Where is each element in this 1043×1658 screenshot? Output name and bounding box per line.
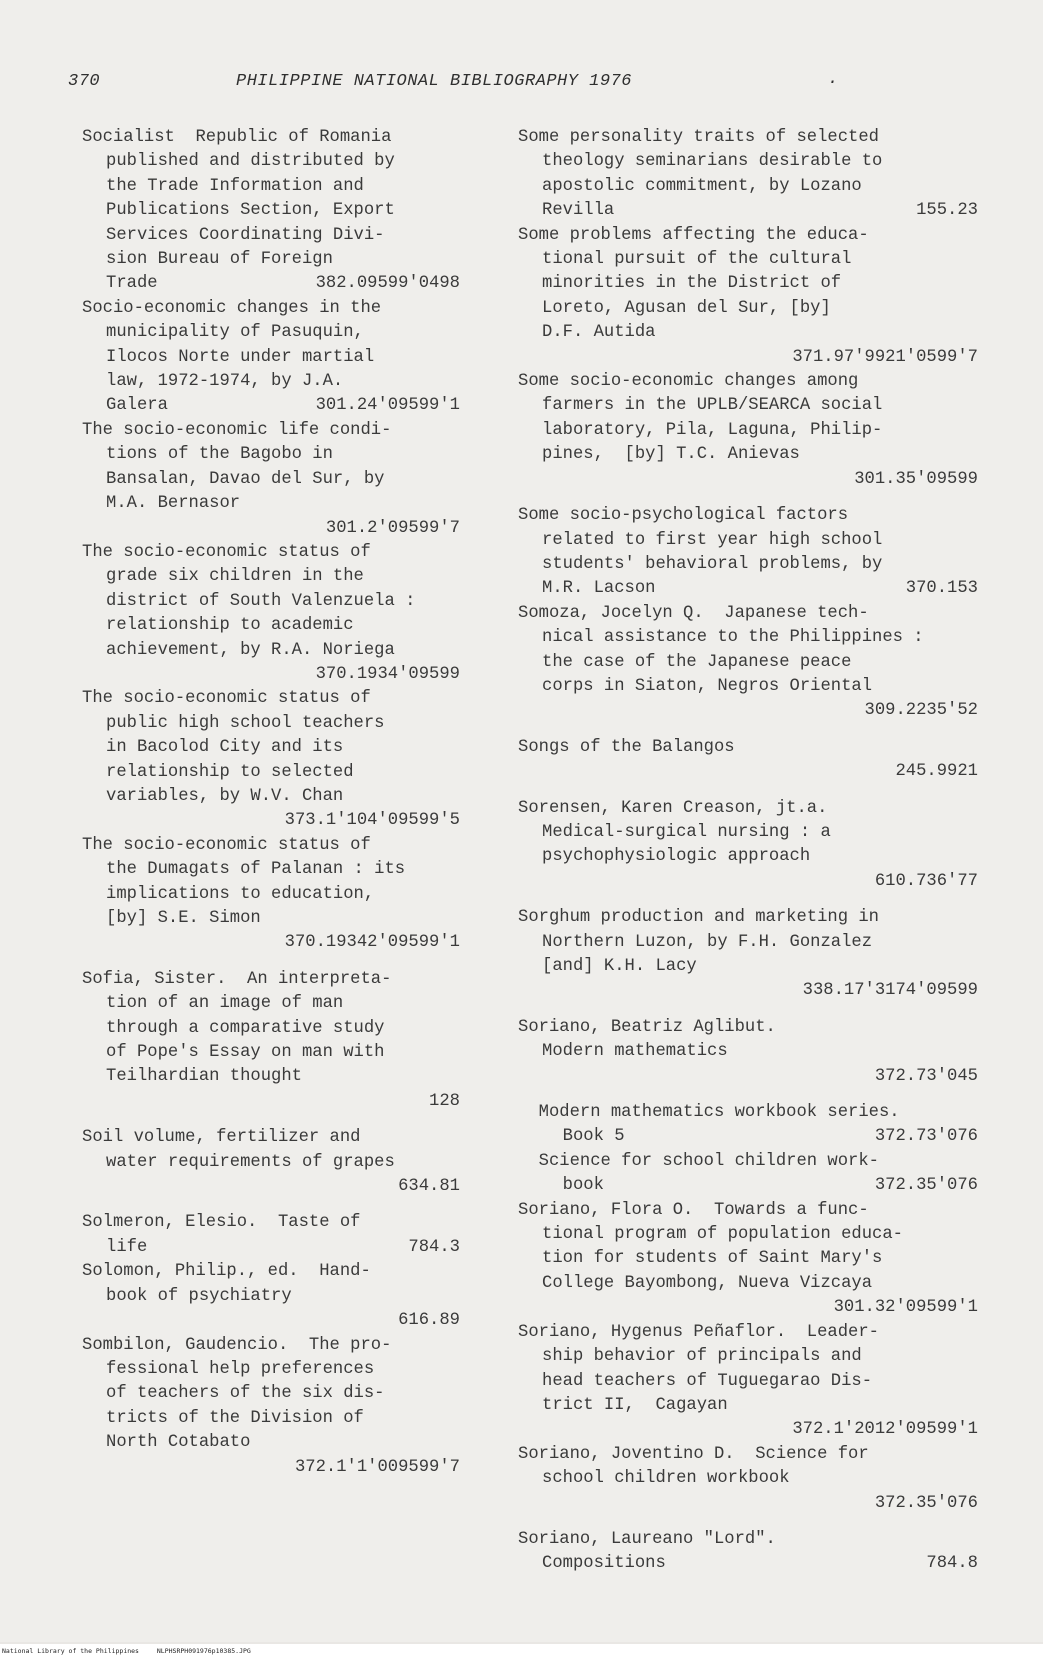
entry-line: implications to education, bbox=[106, 884, 375, 904]
bibliography-entry bbox=[82, 1334, 460, 1480]
bibliography-entry bbox=[82, 1260, 460, 1333]
entry-line: Northern Luzon, by F.H. Gonzalez bbox=[542, 932, 873, 952]
entry-line: district of South Valenzuela : bbox=[106, 591, 416, 611]
classification-number: 372.1'2012'09599'1 bbox=[792, 1420, 978, 1440]
entry-line: Some socio-psychological factors bbox=[518, 506, 849, 526]
footer-library: National Library of the Philippines bbox=[2, 1647, 139, 1655]
entry-line: M.R. Lacson bbox=[542, 579, 656, 599]
entry-line: Soil volume, fertilizer and bbox=[82, 1128, 361, 1148]
entry-line: sion Bureau of Foreign bbox=[106, 250, 333, 270]
entry-closing-line bbox=[82, 1175, 460, 1199]
entry-line: Modern mathematics bbox=[542, 1042, 728, 1062]
classification-number: 382.09599'0498 bbox=[315, 274, 460, 294]
entry-line: psychophysiologic approach bbox=[542, 847, 811, 867]
footer-file: NLPHSRPH091976p10385.JPG bbox=[156, 1647, 251, 1655]
bibliography-entry bbox=[518, 370, 978, 492]
entry-line bbox=[518, 468, 542, 492]
entry-line: Solmeron, Elesio. Taste of bbox=[82, 1213, 361, 1233]
scan-footer bbox=[0, 1644, 1043, 1658]
bibliography-entry bbox=[82, 126, 460, 297]
classification-number: 371.97'9921'0599'7 bbox=[792, 347, 978, 367]
entry-line bbox=[82, 809, 106, 833]
entry-line: Medical-surgical nursing : a bbox=[542, 822, 831, 842]
entry-line: D.F. Autida bbox=[542, 323, 656, 343]
entry-closing-line bbox=[82, 1456, 460, 1480]
entry-line: in Bacolod City and its bbox=[106, 738, 344, 758]
entry-line bbox=[518, 1065, 542, 1089]
entry-line: ship behavior of principals and bbox=[542, 1347, 862, 1367]
entry-line: Socio-economic changes in the bbox=[82, 298, 382, 318]
entry-line: minorities in the District of bbox=[542, 274, 842, 294]
entry-line: tion of an image of man bbox=[106, 994, 344, 1014]
entry-closing-line bbox=[82, 394, 460, 418]
classification-number: 373.1'104'09599'5 bbox=[284, 811, 460, 831]
entry-closing-line bbox=[518, 979, 978, 1003]
bibliography-entry bbox=[82, 541, 460, 687]
entry-line: Sofia, Sister. An interpreta- bbox=[82, 969, 392, 989]
entry-line: Sorghum production and marketing in bbox=[518, 908, 879, 928]
bibliography-entry bbox=[518, 1443, 978, 1516]
page-number: 370 bbox=[68, 72, 101, 91]
entry-closing-line bbox=[518, 468, 978, 492]
entry-closing-line bbox=[82, 517, 460, 541]
entry-line: water requirements of grapes bbox=[106, 1152, 395, 1172]
entry-closing-line bbox=[518, 1492, 978, 1516]
header-mark: . bbox=[828, 70, 839, 89]
entry-line: Trade bbox=[106, 274, 158, 294]
entry-line: The socio-economic status of bbox=[82, 542, 371, 562]
entry-closing-line bbox=[82, 663, 460, 687]
entry-line: tion for students of Saint Mary's bbox=[542, 1249, 883, 1269]
entry-line: North Cotabato bbox=[106, 1433, 251, 1453]
entry-line: Songs of the Balangos bbox=[518, 737, 735, 757]
entry-line: students' behavioral problems, by bbox=[542, 554, 883, 574]
bibliography-entry bbox=[518, 504, 978, 602]
entry-line: Services Coordinating Divi- bbox=[106, 225, 385, 245]
bibliography-entry bbox=[82, 1211, 460, 1260]
bibliography-entry bbox=[518, 1150, 978, 1199]
classification-number: 372.73'045 bbox=[874, 1066, 978, 1086]
entry-gap bbox=[82, 956, 460, 968]
right-column bbox=[518, 126, 978, 1577]
entry-closing-line bbox=[82, 931, 460, 955]
entry-line bbox=[518, 979, 542, 1003]
entry-line: relationship to selected bbox=[106, 762, 354, 782]
entry-line: relationship to academic bbox=[106, 616, 354, 636]
entry-line: book bbox=[542, 1176, 604, 1196]
entry-line bbox=[518, 1418, 542, 1442]
entry-line: public high school teachers bbox=[106, 713, 385, 733]
entry-line: Galera bbox=[106, 396, 168, 416]
bibliography-entry bbox=[518, 797, 978, 895]
classification-number: 616.89 bbox=[398, 1311, 460, 1331]
entry-line: achievement, by R.A. Noriega bbox=[106, 640, 395, 660]
entry-line bbox=[82, 1309, 106, 1333]
page-title: PHILIPPINE NATIONAL BIBLIOGRAPHY 1976 bbox=[236, 72, 632, 91]
classification-number: 610.736'77 bbox=[874, 871, 978, 891]
entry-line: tional pursuit of the cultural bbox=[542, 250, 852, 270]
entry-line: laboratory, Pila, Laguna, Philip- bbox=[542, 420, 883, 440]
classification-number: 128 bbox=[429, 1091, 460, 1111]
classification-number: 370.1934'09599 bbox=[315, 664, 460, 684]
classification-number: 301.32'09599'1 bbox=[833, 1298, 978, 1318]
entry-line: published and distributed by bbox=[106, 152, 395, 172]
bibliography-entry bbox=[82, 687, 460, 833]
entry-line: Socialist Republic of Romania bbox=[82, 128, 392, 147]
entry-line: corps in Siaton, Negros Oriental bbox=[542, 676, 873, 696]
entry-line: book of psychiatry bbox=[106, 1286, 292, 1306]
classification-number: 155.23 bbox=[916, 201, 978, 221]
entry-closing-line bbox=[82, 1236, 460, 1260]
entry-closing-line bbox=[518, 1065, 978, 1089]
bibliography-entry bbox=[518, 126, 978, 224]
entry-line: law, 1972-1974, by J.A. bbox=[106, 372, 344, 392]
bibliography-entry bbox=[82, 1126, 460, 1199]
entry-line: grade six children in the bbox=[106, 567, 364, 587]
classification-number: 338.17'3174'09599 bbox=[802, 981, 978, 1001]
entry-closing-line bbox=[518, 1418, 978, 1442]
entry-line: M.A. Bernasor bbox=[106, 494, 241, 514]
entry-line: theology seminarians desirable to bbox=[542, 152, 883, 172]
entry-line: trict II, Cagayan bbox=[542, 1395, 728, 1415]
entry-line: apostolic commitment, by Lozano bbox=[542, 176, 862, 196]
bibliography-entry bbox=[518, 602, 978, 724]
entry-line: Bansalan, Davao del Sur, by bbox=[106, 469, 385, 489]
entry-closing-line bbox=[518, 199, 978, 223]
entry-line bbox=[518, 1296, 542, 1320]
classification-number: 301.35'09599 bbox=[854, 469, 978, 489]
bibliography-entry bbox=[82, 968, 460, 1114]
classification-number: 372.35'076 bbox=[874, 1176, 978, 1196]
entry-line: nical assistance to the Philippines : bbox=[542, 628, 924, 648]
entry-line: variables, by W.V. Chan bbox=[106, 786, 344, 806]
entry-line: Ilocos Norte under martial bbox=[106, 347, 375, 367]
entry-line: Book 5 bbox=[542, 1127, 625, 1147]
classification-number: 784.3 bbox=[408, 1237, 460, 1257]
entry-line bbox=[82, 663, 106, 687]
entry-line: Some problems affecting the educa- bbox=[518, 225, 869, 245]
entry-line: The socio-economic status of bbox=[82, 835, 371, 855]
entry-line: Somoza, Jocelyn Q. Japanese tech- bbox=[518, 603, 869, 623]
classification-number: 245.9921 bbox=[895, 762, 978, 782]
entry-line: municipality of Pasuquin, bbox=[106, 323, 364, 343]
entry-line: Soriano, Hygenus Peñaflor. Leader- bbox=[518, 1322, 879, 1342]
entry-closing-line bbox=[518, 346, 978, 370]
entry-closing-line bbox=[518, 1174, 978, 1198]
entry-closing-line bbox=[518, 1552, 978, 1576]
entry-line: the Dumagats of Palanan : its bbox=[106, 860, 406, 880]
entry-line bbox=[82, 931, 106, 955]
entry-line: through a comparative study bbox=[106, 1018, 385, 1038]
entry-gap bbox=[518, 1516, 978, 1528]
entry-line bbox=[82, 1456, 106, 1480]
bibliography-entry bbox=[82, 297, 460, 419]
entry-line: Loreto, Agusan del Sur, [by] bbox=[542, 298, 831, 318]
entry-line: head teachers of Tuguegarao Dis- bbox=[542, 1371, 873, 1391]
entry-line: Sombilon, Gaudencio. The pro- bbox=[82, 1335, 392, 1355]
classification-number: 301.2'09599'7 bbox=[325, 518, 460, 538]
classification-number: 370.19342'09599'1 bbox=[284, 933, 460, 953]
classification-number: 372.73'076 bbox=[874, 1127, 978, 1147]
classification-number: 372.1'1'009599'7 bbox=[294, 1457, 460, 1477]
entry-line: tricts of the Division of bbox=[106, 1408, 364, 1428]
entry-line bbox=[518, 699, 542, 723]
entry-line: Soriano, Laureano "Lord". bbox=[518, 1529, 776, 1549]
entry-closing-line bbox=[518, 1125, 978, 1149]
entry-gap bbox=[82, 1199, 460, 1211]
entry-line bbox=[82, 1090, 106, 1114]
bibliography-entry bbox=[82, 419, 460, 541]
bibliography-entry bbox=[82, 834, 460, 956]
bibliography-entry bbox=[518, 1101, 978, 1150]
entry-gap bbox=[518, 1089, 978, 1101]
entry-line: The socio-economic status of bbox=[82, 689, 371, 709]
entry-line: tional program of population educa- bbox=[542, 1225, 903, 1245]
entry-closing-line bbox=[518, 699, 978, 723]
entry-closing-line bbox=[82, 1309, 460, 1333]
entry-closing-line bbox=[82, 272, 460, 296]
entry-gap bbox=[518, 785, 978, 797]
entry-line bbox=[518, 870, 542, 894]
entry-line: school children workbook bbox=[542, 1469, 790, 1489]
entry-line bbox=[82, 517, 106, 541]
entry-closing-line bbox=[82, 809, 460, 833]
entry-line: Some socio-economic changes among bbox=[518, 372, 859, 392]
entry-line: Solomon, Philip., ed. Hand- bbox=[82, 1262, 371, 1282]
entry-line: Publications Section, Export bbox=[106, 201, 395, 221]
classification-number: 372.35'076 bbox=[874, 1493, 978, 1513]
entry-line: Some personality traits of selected bbox=[518, 128, 879, 147]
left-column bbox=[82, 126, 460, 1480]
entry-line bbox=[518, 346, 542, 370]
entry-line: fessional help preferences bbox=[106, 1359, 375, 1379]
entry-closing-line bbox=[82, 1090, 460, 1114]
entry-line: Compositions bbox=[542, 1554, 666, 1574]
entry-gap bbox=[518, 1004, 978, 1016]
entry-line: The socio-economic life condi- bbox=[82, 420, 392, 440]
entry-gap bbox=[82, 1114, 460, 1126]
classification-number: 301.24'09599'1 bbox=[315, 396, 460, 416]
entry-line: [by] S.E. Simon bbox=[106, 909, 261, 928]
entry-gap bbox=[518, 894, 978, 906]
bibliography-entry bbox=[518, 1528, 978, 1577]
entry-line: Revilla bbox=[542, 201, 615, 221]
bibliography-entry bbox=[518, 1016, 978, 1089]
entry-line: of Pope's Essay on man with bbox=[106, 1043, 385, 1063]
entry-line: [and] K.H. Lacy bbox=[542, 957, 697, 976]
entry-line: the Trade Information and bbox=[106, 176, 364, 196]
entry-line: the case of the Japanese peace bbox=[542, 652, 852, 672]
entry-line: Science for school children work- bbox=[518, 1151, 879, 1171]
entry-line bbox=[82, 1175, 106, 1199]
entry-closing-line bbox=[518, 870, 978, 894]
entry-line: related to first year high school bbox=[542, 530, 883, 550]
entry-line: farmers in the UPLB/SEARCA social bbox=[542, 396, 883, 416]
entry-line: life bbox=[106, 1237, 148, 1257]
bibliography-entry bbox=[518, 736, 978, 785]
entry-line bbox=[518, 1492, 542, 1516]
entry-closing-line bbox=[518, 577, 978, 601]
bibliography-entry bbox=[518, 906, 978, 1004]
entry-line: Soriano, Joventino D. Science for bbox=[518, 1444, 869, 1464]
entry-line: Soriano, Flora O. Towards a func- bbox=[518, 1200, 869, 1220]
entry-line: pines, [by] T.C. Anievas bbox=[542, 445, 800, 465]
classification-number: 309.2235'52 bbox=[864, 701, 978, 721]
bibliography-entry bbox=[518, 224, 978, 370]
entry-line: Soriano, Beatriz Aglibut. bbox=[518, 1017, 776, 1037]
classification-number: 784.8 bbox=[926, 1554, 978, 1574]
classification-number: 370.153 bbox=[905, 579, 978, 599]
entry-line: Sorensen, Karen Creason, jt.a. bbox=[518, 798, 828, 818]
entry-line: of teachers of the six dis- bbox=[106, 1384, 385, 1404]
classification-number: 634.81 bbox=[398, 1177, 460, 1197]
entry-line: tions of the Bagobo in bbox=[106, 445, 333, 465]
entry-line bbox=[518, 760, 542, 784]
entry-closing-line bbox=[518, 1296, 978, 1320]
entry-line: Modern mathematics workbook series. bbox=[518, 1103, 900, 1123]
entry-line: College Bayombong, Nueva Vizcaya bbox=[542, 1273, 873, 1293]
entry-closing-line bbox=[518, 760, 978, 784]
bibliography-entry bbox=[518, 1321, 978, 1443]
entry-gap bbox=[518, 492, 978, 504]
entry-gap bbox=[518, 724, 978, 736]
entry-line: Teilhardian thought bbox=[106, 1067, 302, 1087]
bibliography-entry bbox=[518, 1199, 978, 1321]
